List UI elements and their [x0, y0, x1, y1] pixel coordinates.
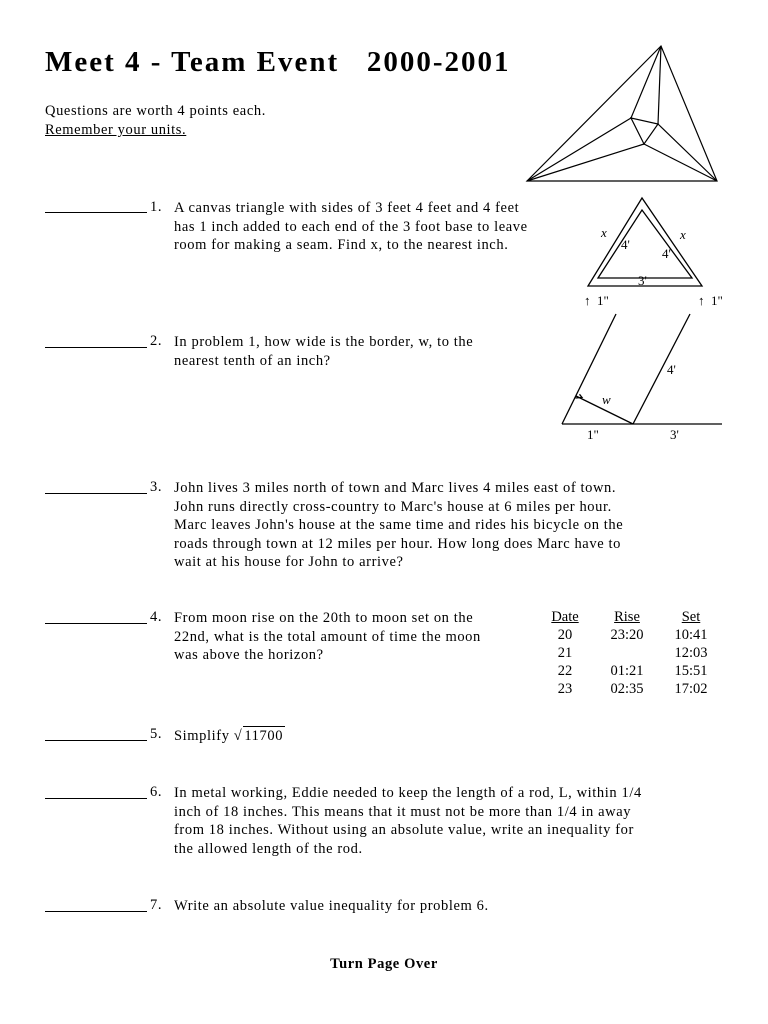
question-5-text — [174, 726, 285, 746]
moon-table — [540, 608, 730, 700]
question-number-1: 1. — [150, 199, 163, 215]
radicand: 11700 — [244, 728, 284, 744]
question-6-text — [174, 784, 642, 858]
triangle-diagram — [578, 186, 738, 316]
answer-blank-6[interactable] — [45, 798, 147, 799]
question-1-line: room for making a seam. Find x, to the nearest inch. — [174, 237, 509, 253]
turn-page-note: Turn Page Over — [330, 956, 438, 972]
question-number-2: 2. — [150, 333, 163, 349]
pyramid-logo — [520, 40, 725, 188]
diagram-seam: 1" — [587, 427, 599, 442]
table-header-set: Set — [681, 609, 701, 625]
question-2-text — [174, 333, 473, 370]
table-cell: 22 — [557, 663, 573, 679]
question-2-line: In problem 1, how wide is the border, w, to the — [174, 334, 474, 350]
page-title: Meet 4 - Team Event 2000-2001 — [45, 46, 511, 78]
units-reminder: Remember your units. — [45, 122, 187, 138]
table-cell: 20 — [557, 627, 573, 643]
table-cell: 23:20 — [610, 627, 644, 643]
question-1-line: A canvas triangle with sides of 3 feet 4 feet and 4 feet — [174, 200, 520, 216]
diagram-side: 4' — [667, 362, 676, 377]
question-6-line: In metal working, Eddie needed to keep the length of a rod, L, within 1/4 — [174, 785, 642, 801]
question-3-line: John lives 3 miles north of town and Marc lives 4 miles east of town. — [174, 480, 617, 496]
diagram-width-w: w — [602, 392, 611, 407]
question-5-line: Simplify — [174, 728, 234, 744]
up-arrow-icon: ↑ — [698, 293, 705, 308]
question-6-line: from 18 inches. Without using an absolute value, write an inequality for — [174, 822, 634, 838]
question-number-6: 6. — [150, 784, 163, 800]
table-cell: 02:35 — [610, 681, 644, 697]
table-cell: 17:02 — [674, 681, 708, 697]
answer-blank-5[interactable] — [45, 740, 147, 741]
table-cell: 15:51 — [674, 663, 708, 679]
question-3-line: John runs directly cross-country to Marc's house at 6 miles per hour. — [174, 498, 612, 515]
diagram-side-left: 4' — [621, 237, 630, 252]
question-1-line: has 1 inch added to each end of the 3 foot base to leave — [174, 218, 528, 235]
table-cell: 01:21 — [610, 663, 644, 679]
question-3-line: roads through town at 12 miles per hour. How long does Marc have to — [174, 535, 621, 552]
instructions — [45, 102, 266, 140]
question-7-line: Write an absolute value inequality for problem 6. — [174, 898, 489, 914]
up-arrow-icon: ↑ — [584, 293, 591, 308]
question-6-line: the allowed length of the rod. — [174, 840, 363, 857]
diagram-side-right: 4' — [662, 246, 671, 261]
table-cell: 10:41 — [674, 627, 708, 643]
question-1-text — [174, 199, 528, 255]
table-cell: 23 — [557, 681, 573, 697]
table-cell: 12:03 — [674, 645, 708, 661]
question-number-3: 3. — [150, 479, 163, 495]
question-4-line: 22nd, what is the total amount of time the moon — [174, 628, 481, 645]
answer-blank-4[interactable] — [45, 623, 147, 624]
answer-blank-3[interactable] — [45, 493, 147, 494]
diagram-x-left: x — [601, 225, 607, 240]
table-header-rise: Rise — [614, 609, 640, 625]
sqrt-icon: √ — [233, 728, 243, 744]
question-4-line: From moon rise on the 20th to moon set on the — [174, 610, 474, 626]
question-4-line: was above the horizon? — [174, 647, 324, 663]
question-number-4: 4. — [150, 609, 163, 625]
diagram-base: 3' — [638, 273, 647, 288]
points-note: Questions are worth 4 points each. — [45, 103, 266, 119]
question-2-line: nearest tenth of an inch? — [174, 352, 331, 369]
question-3-text — [174, 479, 623, 572]
border-diagram — [556, 308, 726, 448]
table-header-date: Date — [551, 609, 579, 625]
question-6-line: inch of 18 inches. This means that it must not be more than 1/4 in away — [174, 803, 632, 820]
answer-blank-7[interactable] — [45, 911, 147, 912]
diagram-x-right: x — [680, 227, 686, 242]
diagram-seam-left: 1" — [597, 293, 609, 308]
diagram-base: 3' — [670, 427, 679, 442]
answer-blank-1[interactable] — [45, 212, 147, 213]
answer-blank-2[interactable] — [45, 347, 147, 348]
question-3-line: Marc leaves John's house at the same time and rides his bicycle on the — [174, 517, 624, 533]
question-4-text — [174, 609, 481, 665]
table-cell: 21 — [557, 645, 573, 661]
diagram-seam-right: 1" — [711, 293, 723, 308]
question-7-text — [174, 897, 489, 916]
question-number-5: 5. — [150, 726, 163, 742]
question-3-line: wait at his house for John to arrive? — [174, 554, 404, 570]
question-number-7: 7. — [150, 897, 163, 913]
